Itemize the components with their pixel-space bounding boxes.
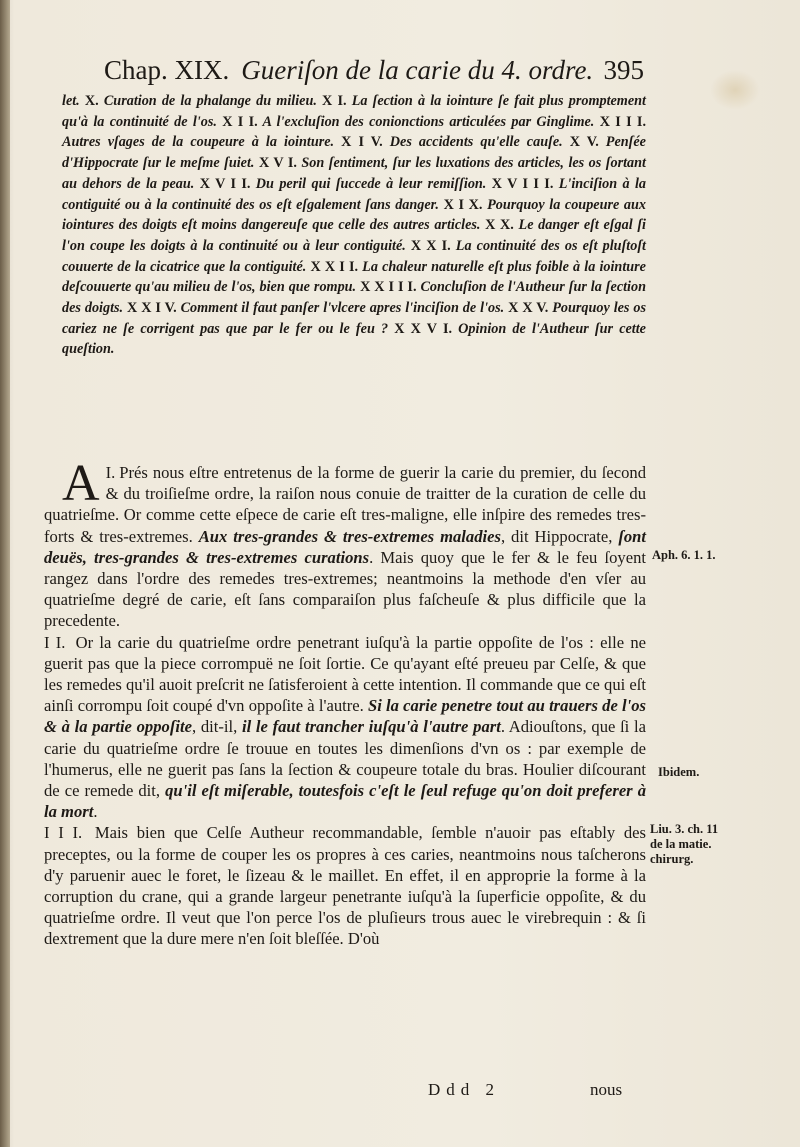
summary-article-number: X V I I I. bbox=[491, 175, 554, 192]
summary-article-number: X V I. bbox=[258, 155, 297, 172]
summary-text: Autres vſages de la coupeure à la iointure. bbox=[62, 134, 342, 151]
summary-article-number: X X. bbox=[485, 217, 514, 234]
signature-mark: Ddd 2 bbox=[428, 1080, 501, 1099]
quotation: Aux tres-grandes & tres-extremes maladies bbox=[198, 526, 501, 546]
summary-text: Pourquoy les os cariez ne ſe corrigent pas que par le fer ou le feu ? bbox=[62, 300, 647, 337]
summary-article-number: X I I. bbox=[222, 113, 258, 130]
chapter-number: Chap. XIX. bbox=[104, 55, 230, 85]
summary-article-number: X I I I. bbox=[599, 113, 647, 130]
paragraph-text: . Adiouſtons, que ſi la carie du quatrieſme ordre ſe trouue en toutes les dimenſions d'vn os : par exemple de l'humerus, elle ne guerit pas ſans la ſection & coupeure totale du bras. Houlier diſcourant de ce remede dit, bbox=[44, 717, 646, 801]
summary-text: La ſection à la iointure ſe fait plus promptement qu'à la continuité de l'os. bbox=[62, 93, 646, 130]
paragraph-text: , dit Hippocrate, bbox=[500, 526, 619, 546]
summary-text: Son ſentiment, ſur les luxations des articles, les os ſortant au dehors de la peau. bbox=[62, 155, 646, 192]
paragraph-3 bbox=[44, 822, 646, 949]
main-text bbox=[44, 455, 647, 950]
paragraph-number: I. bbox=[105, 463, 116, 482]
summary-text: Du peril qui ſuccede à leur remiſſion. bbox=[250, 175, 492, 192]
paragraph-number: I I. bbox=[44, 632, 66, 652]
paper-stain bbox=[710, 70, 760, 110]
chapter-summary bbox=[62, 91, 646, 360]
summary-text: Des accidents qu'elle cauſe. bbox=[382, 134, 570, 151]
quotation: il le faut trancher iuſqu'à l'autre part bbox=[241, 717, 501, 737]
margin-note-line: de la matie. bbox=[650, 837, 712, 851]
page-number: 395 bbox=[603, 55, 644, 85]
paragraph-text: , dit-il, bbox=[191, 717, 242, 737]
summary-text: A l'excluſion des conionctions articulées par Ginglime. bbox=[257, 113, 600, 130]
page-binding-edge bbox=[0, 0, 10, 1147]
paragraph-2 bbox=[44, 632, 646, 823]
quotation: ſont deuës, tres-grandes & tres-extremes curations bbox=[44, 526, 646, 567]
summary-article-number: X X I I. bbox=[310, 258, 359, 275]
summary-article-number: X. bbox=[84, 93, 99, 109]
summary-article-number: X V. bbox=[569, 134, 599, 151]
paragraph-text: Or la carie du quatrieſme ordre penetrant iuſqu'à la partie oppoſite de l'os : elle ne guerit pas que la piece corrompuë ne ſoit ſortie. Ce qu'ayant eſté preueu par Celſe, & que les remedes qu'il auoit preſcrit ne ſatisferoient à cette intention. Il commande que ce qui eſt ainſi corrompu ſoit coupé d'vn oppoſite à l'autre. bbox=[44, 632, 646, 716]
quotation: Si la carie penetre tout au trauers de l'os & à la partie oppoſite bbox=[44, 696, 647, 737]
summary-article-number: X X I I I. bbox=[360, 279, 417, 296]
margin-note-aphorism: Aph. 6. 1. 1. bbox=[652, 548, 716, 562]
summary-article-number: X I V. bbox=[341, 134, 383, 151]
summary-text: Opinion de l'Autheur ſur cette queſtion. bbox=[62, 320, 646, 358]
paragraph-1 bbox=[44, 455, 646, 632]
summary-text: Comment il faut panſer l'vlcere apres l'inciſion de l'os. bbox=[176, 300, 509, 317]
paragraph-text: Mais bien que Celſe Autheur recommandable, ſemble n'auoir pas eſtably des preceptes, ou la forme de couper les os propres à ces caries, neantmoins nous taſcherons d'y paruenir auec le foret, le ſizeau & le maillet. En effet, il en approprie la forme à la corruption du crane, qui a grande largeur penetrante iuſqu'à la ſuperficie oppoſite, & du quatrieſme ordre. Il veut que l'on perce l'os de pluſieurs trous auec le virebrequin : & ſi dextrement que la dure mere n'en ſoit bleſſée. D'où bbox=[44, 823, 646, 949]
summary-article-number: X X I. bbox=[410, 237, 451, 254]
summary-text: Curation de la phalange du milieu. bbox=[98, 93, 323, 109]
running-head bbox=[104, 55, 644, 91]
paragraph-text: . bbox=[93, 802, 98, 822]
summary-article-number: X X V I. bbox=[394, 320, 453, 337]
summary-text: La continuité des os eſt pluſtoſt couuerte de la cicatrice que la contiguité. bbox=[62, 237, 646, 275]
chapter-title: Gueriſon de la carie du 4. ordre. bbox=[241, 55, 594, 85]
summary-article-number: X I. bbox=[322, 93, 347, 109]
paragraph-number: I I I. bbox=[44, 823, 83, 843]
paragraph-text: . Mais quoy que le fer & le feu ſoyent rangez dans l'ordre des remedes tres-extremes; neantmoins la methode d'en vſer au quatrieſme degré de carie, eſt ſans comparaiſon plus faſcheuſe & plus difficile que la precedente. bbox=[44, 547, 646, 631]
quotation: qu'il eſt miſerable, toutesfois c'eſt le ſeul refuge qu'on doit preferer à la mort bbox=[44, 781, 646, 822]
margin-note-line: chirurg. bbox=[650, 852, 694, 866]
summary-text: let. bbox=[62, 93, 85, 109]
summary-article-number: X X I V. bbox=[127, 300, 177, 317]
summary-text: Penſée d'Hippocrate ſur le meſme ſuiet. bbox=[62, 134, 646, 172]
summary-article-number: X V I I. bbox=[199, 175, 251, 192]
summary-text: Le danger eſt eſgal ſi l'on coupe les doigts à la continuité ou à leur contiguité. bbox=[62, 217, 647, 254]
summary-text: Pourquoy la coupeure aux iointures des doigts eſt moins dangereuſe que celle des autres articles. bbox=[62, 196, 647, 234]
margin-note-line: Liu. 3. ch. 11 bbox=[650, 822, 719, 836]
margin-note-ibidem: Ibidem. bbox=[658, 765, 700, 779]
catchword: nous bbox=[590, 1080, 623, 1099]
summary-text: La chaleur naturelle eſt plus foible à la iointure deſcouuerte qu'au milieu de l'os, bien que rompu. bbox=[62, 258, 646, 296]
margin-note-reference bbox=[650, 822, 718, 867]
drop-cap: A bbox=[62, 455, 100, 512]
summary-article-number: X X V. bbox=[508, 300, 549, 317]
summary-text: L'inciſion à la contiguité ou à la continuité des os eſt eſgalement ſans danger. bbox=[62, 175, 646, 213]
paragraph-text: Prés nous eſtre entretenus de la forme de guerir la carie du premier, du ſecond & du troiſieſme ordre, la raiſon nous conuie de traitter de la curation de celle du quatrieſme. Or comme cette eſpece de carie eſt tres-maligne, elle inſpire des remedes tres-forts & tres-extremes. bbox=[44, 463, 646, 546]
summary-text: Concluſion de l'Autheur ſur la ſection des doigts. bbox=[62, 279, 646, 317]
summary-article-number: X I X. bbox=[443, 196, 483, 213]
